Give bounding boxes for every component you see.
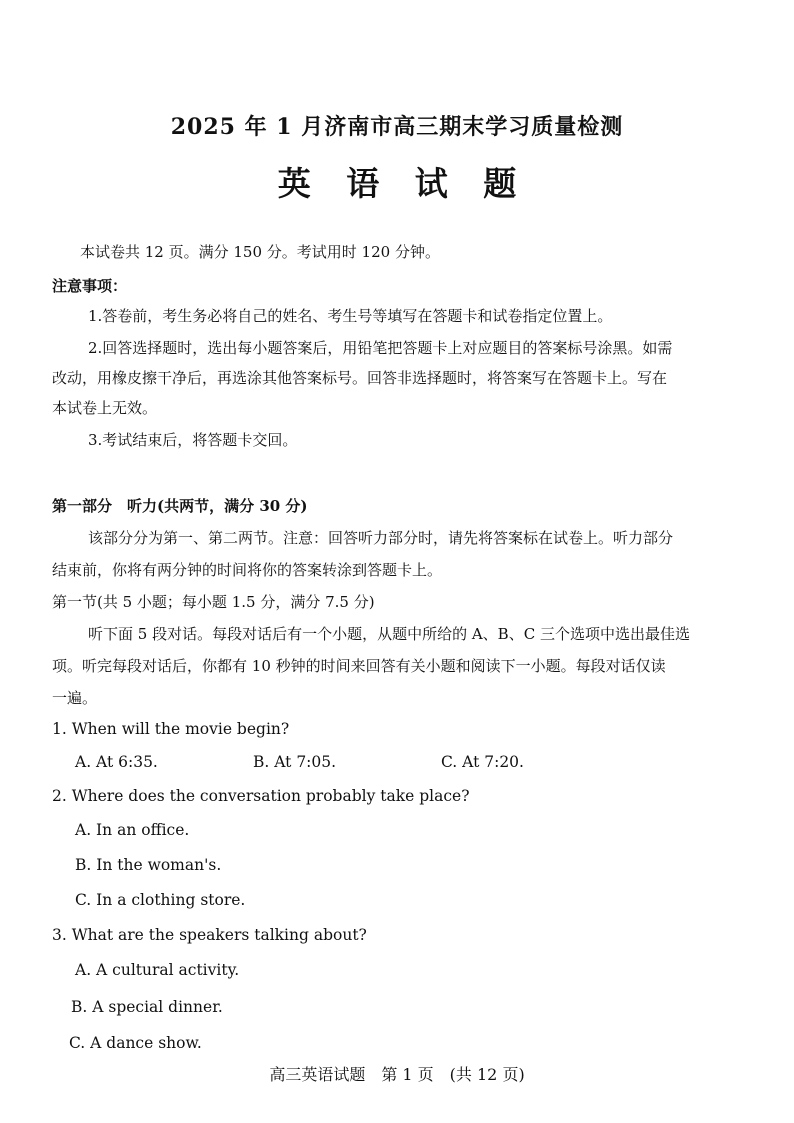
exam-title: 2025 年 1 月济南市高三期末学习质量检测 xyxy=(170,114,624,140)
question-1-stem: 1. When will the movie begin? xyxy=(52,720,290,738)
question-3-option-c: C. A dance show. xyxy=(69,1034,202,1052)
question-3-stem: 3. What are the speakers talking about? xyxy=(52,926,367,944)
section1-heading: 第一节(共 5 小题；每小题 1.5 分，满分 7.5 分) xyxy=(52,593,375,611)
question-3-option-b: B. A special dinner. xyxy=(71,998,223,1016)
question-2-stem: 2. Where does the conversation probably take place? xyxy=(52,787,470,805)
question-2-option-a: A. In an office. xyxy=(75,821,190,839)
part1-desc-line-2: 结束前，你将有两分钟的时间将你的答案转涂到答题卡上。 xyxy=(52,561,443,579)
question-1-option-b: B. At 7:05. xyxy=(253,753,337,771)
question-2-option-c: C. In a clothing store. xyxy=(75,891,246,909)
note-2-line-1: 2.回答选择题时，选出每小题答案后，用铅笔把答题卡上对应题目的答案标号涂黑。如需 xyxy=(88,339,673,357)
part1-desc-line-1: 该部分分为第一、第二两节。注意：回答听力部分时，请先将答案标在试卷上。听力部分 xyxy=(88,529,674,547)
note-2-line-2: 改动，用橡皮擦干净后，再选涂其他答案标号。回答非选择题时，将答案写在答题卡上。写在 xyxy=(52,369,668,387)
question-1-option-a: A. At 6:35. xyxy=(75,753,158,771)
note-3: 3.考试结束后，将答题卡交回。 xyxy=(88,431,298,449)
note-1: 1.答卷前，考生务必将自己的姓名、考生号等填写在答题卡和试卷指定位置上。 xyxy=(88,307,613,325)
question-2-option-b: B. In the woman's. xyxy=(75,856,222,874)
section1-instruction-line-2: 项。听完每段对话后，你都有 10 秒钟的时间来回答有关小题和阅读下一小题。每段对话仅读 xyxy=(52,657,666,675)
question-1-option-c: C. At 7:20. xyxy=(441,753,524,771)
note-2-line-3: 本试卷上无效。 xyxy=(52,399,158,417)
notes-heading: 注意事项： xyxy=(52,277,128,295)
question-3-option-a: A. A cultural activity. xyxy=(75,961,240,979)
part1-heading: 第一部分 听力(共两节，满分 30 分) xyxy=(52,497,308,515)
page-footer: 高三英语试题 第 1 页 (共 12 页) xyxy=(269,1065,525,1084)
subject-title: 英 语 试 题 xyxy=(277,164,529,203)
intro-text: 本试卷共 12 页。满分 150 分。考试用时 120 分钟。 xyxy=(80,243,440,261)
section1-instruction-line-3: 一遍。 xyxy=(52,689,98,707)
section1-instruction-line-1: 听下面 5 段对话。每段对话后有一个小题，从题中所给的 A、B、C 三个选项中选出最佳选 xyxy=(88,625,690,643)
